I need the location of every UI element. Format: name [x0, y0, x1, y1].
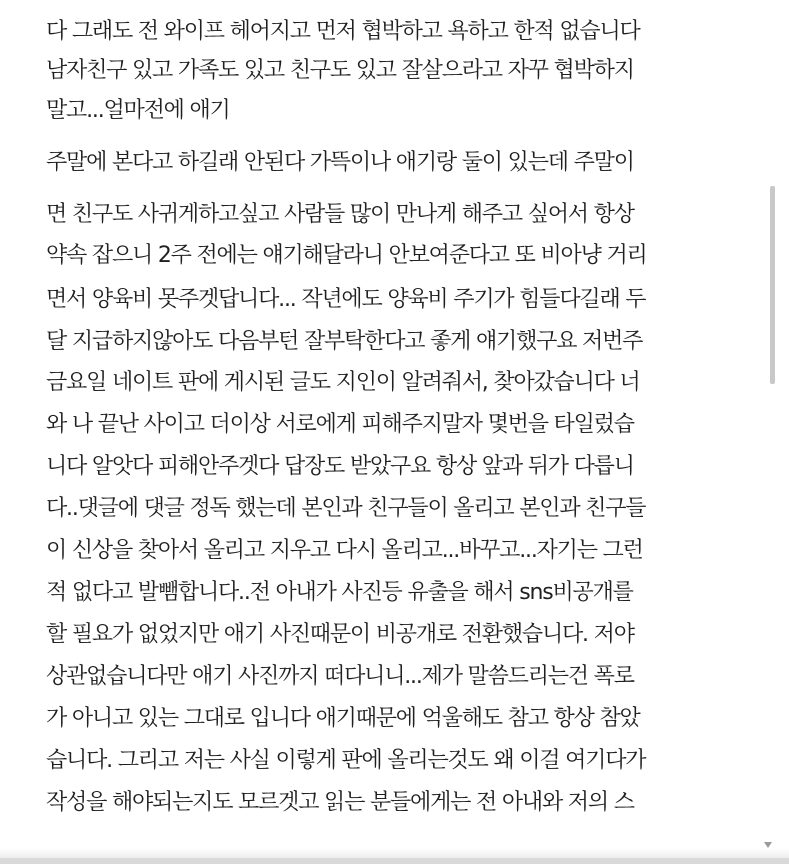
article-line: 상관없습니다만 애기 사진까지 떠다니니...제가 말씀드리는건 폭로: [46, 664, 634, 689]
article-line: 이 신상을 찾아서 올리고 지우고 다시 올리고...바꾸고...자기는 그런: [46, 538, 643, 563]
article-line: 다 그래도 전 와이프 헤어지고 먼저 협박하고 욕하고 한적 없습니다: [46, 19, 640, 44]
article-line: 달 지급하지않아도 다음부턴 잘부탁한다고 좋게 얘기했구요 저번주: [46, 329, 643, 354]
article-line: 남자친구 있고 가족도 있고 친구도 있고 잘살으라고 자꾸 협박하지: [46, 58, 634, 83]
article-line: 작성을 해야되는지도 모르겟고 읽는 분들에게는 전 아내와 저의 스: [46, 790, 634, 815]
article-line: 금요일 네이트 판에 게시된 글도 지인이 알려줘서, 찾아갔습니다 너: [46, 370, 640, 395]
article-line: 니다 알앗다 피해안주겟다 답장도 받았구요 항상 앞과 뒤가 다릅니: [46, 454, 634, 479]
article-line: 말고...얼마전에 애기: [46, 98, 230, 123]
bottom-scrollbar[interactable]: [0, 858, 789, 864]
article-line: 약속 잡으니 2주 전에는 얘기해달라니 안보여준다고 또 비아냥 거리: [46, 243, 647, 268]
article-line: 다..댓글에 댓글 정독 했는데 본인과 친구들이 올리고 본인과 친구들: [46, 496, 646, 521]
bottom-fade: [0, 848, 789, 858]
article-line: 습니다. 그리고 저는 사실 이렇게 판에 올리는것도 왜 이걸 여기다가: [46, 748, 646, 773]
article-line: 면서 양육비 못주겟답니다... 작년에도 양육비 주기가 힘들다길래 두: [46, 287, 646, 312]
scrollbar-thumb[interactable]: [770, 186, 775, 384]
article-line: 적 없다고 발뺌합니다..전 아내가 사진등 유출을 해서 sns비공개를: [46, 580, 633, 605]
article-line: 와 나 끝난 사이고 더이상 서로에게 피해주지말자 몇번을 타일렀습: [46, 412, 634, 437]
article-line: 할 필요가 없었지만 애기 사진때문이 비공개로 전환했습니다. 저야: [46, 622, 634, 647]
article-line: 가 아니고 있는 그대로 입니다 애기때문에 억울해도 참고 항상 참았: [46, 706, 640, 731]
article-line: 주말에 본다고 하길래 안된다 가뜩이나 애기랑 둘이 있는데 주말이: [46, 150, 634, 175]
article-line: 면 친구도 사귀게하고싶고 사람들 많이 만나게 해주고 싶어서 항상: [46, 202, 634, 227]
